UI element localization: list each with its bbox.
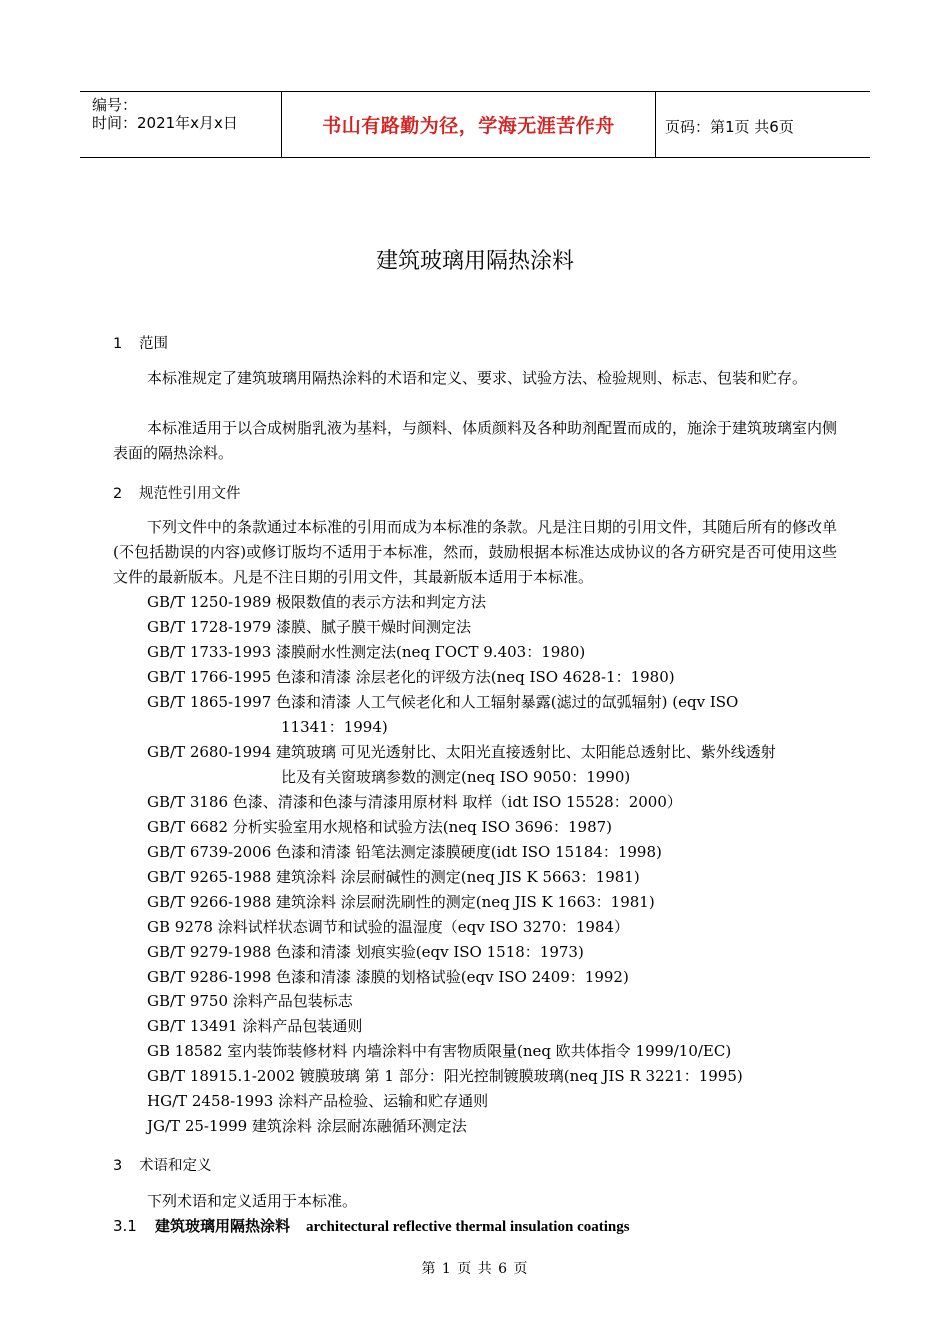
- document-title: 建筑玻璃用隔热涂料: [375, 249, 574, 274]
- definition-term-cn: 建筑玻璃用隔热涂料: [155, 1217, 291, 1235]
- header-motto: 书山有路勤为径，学海无涯苦作舟: [322, 115, 615, 137]
- reference-item: GB/T 9750 涂料产品包装标志: [147, 992, 353, 1010]
- reference-item: GB/T 9286-1998 色漆和清漆 漆膜的划格试验(eqv ISO 2409：1992): [147, 968, 629, 986]
- reference-item: GB 18582 室内装饰装修材料 内墙涂料中有害物质限量(neq 欧共体指令 1999/10/EC): [147, 1042, 732, 1060]
- time-label: 时间：2021年x月x日: [92, 114, 238, 132]
- reference-item: GB/T 18915.1-2002 镀膜玻璃 第 1 部分：阳光控制镀膜玻璃(neq JIS R 3221：1995): [147, 1067, 743, 1085]
- section-heading-terms: [113, 1154, 212, 1175]
- reference-item: GB/T 1766-1995 色漆和清漆 涂层老化的评级方法(neq ISO 4628-1：1980): [147, 668, 675, 686]
- reference-item: GB/T 9266-1988 建筑涂料 涂层耐洗刷性的测定(neq JIS K 1663：1981): [147, 893, 655, 911]
- reference-item: GB/T 6739-2006 色漆和清漆 铅笔法测定漆膜硬度(idt ISO 15184：1998): [147, 843, 662, 861]
- section-title: 术语和定义: [139, 1158, 212, 1174]
- reference-item: GB/T 1865-1997 色漆和清漆 人工气候老化和人工辐射暴露(滤过的氙弧辐射) (eqv ISO: [147, 693, 739, 711]
- definition-heading: [113, 1215, 630, 1236]
- reference-item-continuation: 11341：1994): [281, 718, 388, 736]
- reference-item: GB 9278 涂料试样状态调节和试验的温湿度（eqv ISO 3270：1984）: [147, 918, 630, 936]
- section-heading-scope: [113, 332, 168, 353]
- header-bottom-rule: [80, 157, 870, 158]
- reference-item: HG/T 2458-1993 涂料产品检验、运输和贮存通则: [147, 1092, 489, 1110]
- terms-intro: 下列术语和定义适用于本标准。: [147, 1192, 358, 1210]
- reference-item: GB/T 6682 分析实验室用水规格和试验方法(neq ISO 3696：1987): [147, 818, 613, 836]
- scope-paragraph-1: 本标准规定了建筑玻璃用隔热涂料的术语和定义、要求、试验方法、检验规则、标志、包装和贮存。: [147, 369, 808, 387]
- section-heading-references: [113, 482, 241, 503]
- reference-item: GB/T 9265-1988 建筑涂料 涂层耐碱性的测定(neq JIS K 5663：1981): [147, 868, 640, 886]
- reference-item: GB/T 1250-1989 极限数值的表示方法和判定方法: [147, 593, 487, 611]
- section-title: 规范性引用文件: [139, 486, 241, 502]
- reference-item: JG/T 25-1999 建筑涂料 涂层耐冻融循环测定法: [147, 1117, 467, 1135]
- section-title: 范围: [139, 336, 168, 352]
- header-divider-right: [655, 91, 656, 158]
- definition-term-en: architectural reflective thermal insulation coatings: [306, 1219, 630, 1235]
- reference-item: GB/T 1733-1993 漆膜耐水性测定法(neq ГОСТ 9.403：1980): [147, 643, 586, 661]
- header-top-rule: [80, 91, 870, 92]
- section-number: 2: [113, 486, 123, 502]
- definition-number: 3.1: [113, 1217, 137, 1235]
- page-footer: 第 1 页 共 6 页: [421, 1261, 529, 1277]
- serial-label: 编号：: [92, 96, 138, 114]
- page-info: 页码：第1页 共6页: [665, 118, 794, 136]
- references-intro: 下列文件中的条款通过本标准的引用而成为本标准的条款。凡是注日期的引用文件，其随后所有的修改单(不包括勘误的内容)或修订版均不适用于本标准，然而，鼓励根据本标准达成协议的各方研究是否可使用这些文件的最新版本。凡是不注日期的引用文件，其最新版本适用于本标准。: [113, 518, 838, 586]
- reference-item-continuation: 比及有关窗玻璃参数的测定(neq ISO 9050：1990): [281, 768, 631, 786]
- scope-paragraph-2: 本标准适用于以合成树脂乳液为基料，与颜料、体质颜料及各种助剂配置而成的，施涂于建筑玻璃室内侧表面的隔热涂料。: [113, 419, 838, 462]
- section-number: 3: [113, 1158, 123, 1174]
- reference-item: GB/T 9279-1988 色漆和清漆 划痕实验(eqv ISO 1518：1973): [147, 943, 584, 961]
- section-number: 1: [113, 336, 123, 352]
- reference-item: GB/T 1728-1979 漆膜、腻子膜干燥时间测定法: [147, 618, 472, 636]
- reference-item: GB/T 3186 色漆、清漆和色漆与清漆用原材料 取样（idt ISO 15528：2000）: [147, 793, 682, 811]
- reference-item: GB/T 13491 涂料产品包装通则: [147, 1017, 363, 1035]
- reference-item: GB/T 2680-1994 建筑玻璃 可见光透射比、太阳光直接透射比、太阳能总透射比、紫外线透射: [147, 743, 776, 761]
